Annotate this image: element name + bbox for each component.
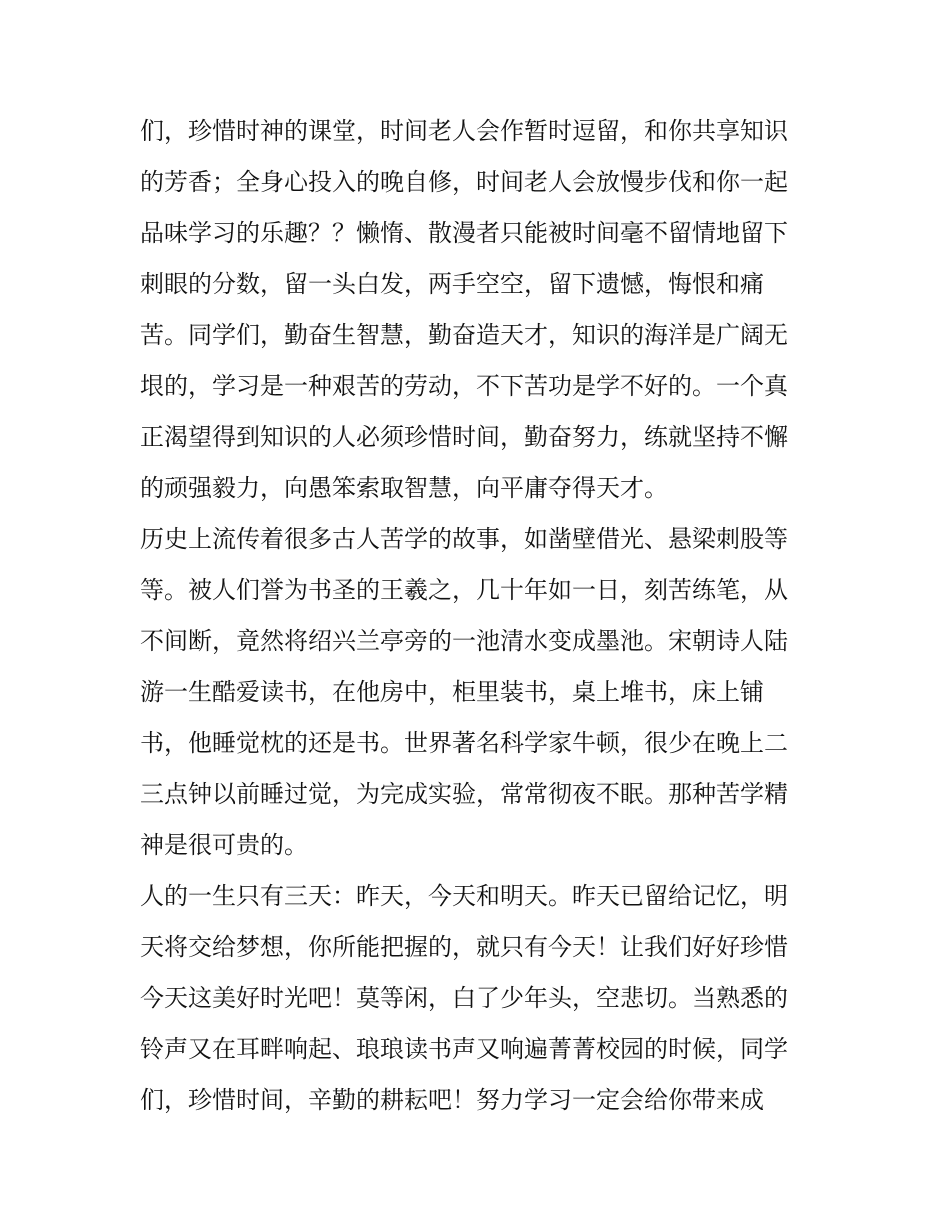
text-line: 的芳香；全身心投入的晚自修，时间老人会放慢步伐和你一起: [140, 168, 788, 196]
text-line: 品味学习的乐趣？？懒惰、散漫者只能被时间毫不留情地留下: [140, 219, 788, 247]
text-line: 不间断，竟然将绍兴兰亭旁的一池清水变成墨池。宋朝诗人陆: [140, 627, 788, 655]
document-body: [140, 106, 812, 1126]
text-line: 人的一生只有三天：昨天，今天和明天。昨天已留给记忆，明: [140, 882, 788, 910]
text-line: 垠的，学习是一种艰苦的劳动，不下苦功是学不好的。一个真: [140, 372, 788, 400]
text-line: 历史上流传着很多古人苦学的故事，如凿壁借光、悬梁刺股等: [140, 525, 788, 553]
text-line: 天将交给梦想，你所能把握的，就只有今天！让我们好好珍惜: [140, 933, 788, 961]
text-line: 们，珍惜时神的课堂，时间老人会作暂时逗留，和你共享知识: [140, 117, 788, 145]
text-line: 苦。同学们，勤奋生智慧，勤奋造天才，知识的海洋是广阔无: [140, 321, 788, 349]
text-line: 今天这美好时光吧！莫等闲，白了少年头，空悲切。当熟悉的: [140, 984, 788, 1012]
text-line: 正渴望得到知识的人必须珍惜时间，勤奋努力，练就坚持不懈: [140, 423, 788, 451]
text-line: 书，他睡觉枕的还是书。世界著名科学家牛顿，很少在晚上二: [140, 729, 788, 757]
text-line: 游一生酷爱读书，在他房中，柜里装书，桌上堆书，床上铺: [140, 678, 764, 706]
text-line: 神是很可贵的。: [140, 831, 308, 859]
text-line: 三点钟以前睡过觉，为完成实验，常常彻夜不眠。那种苦学精: [140, 780, 788, 808]
text-line: 的顽强毅力，向愚笨索取智慧，向平庸夺得天才。: [140, 474, 668, 502]
text-line: 铃声又在耳畔响起、琅琅读书声又响遍菁菁校园的时候，同学: [140, 1035, 788, 1063]
text-line: 等。被人们誉为书圣的王羲之，几十年如一日，刻苦练笔，从: [140, 576, 788, 604]
text-line: 们，珍惜时间，辛勤的耕耘吧！努力学习一定会给你带来成: [140, 1086, 764, 1114]
text-line: 刺眼的分数，留一头白发，两手空空，留下遗憾，悔恨和痛: [140, 270, 764, 298]
